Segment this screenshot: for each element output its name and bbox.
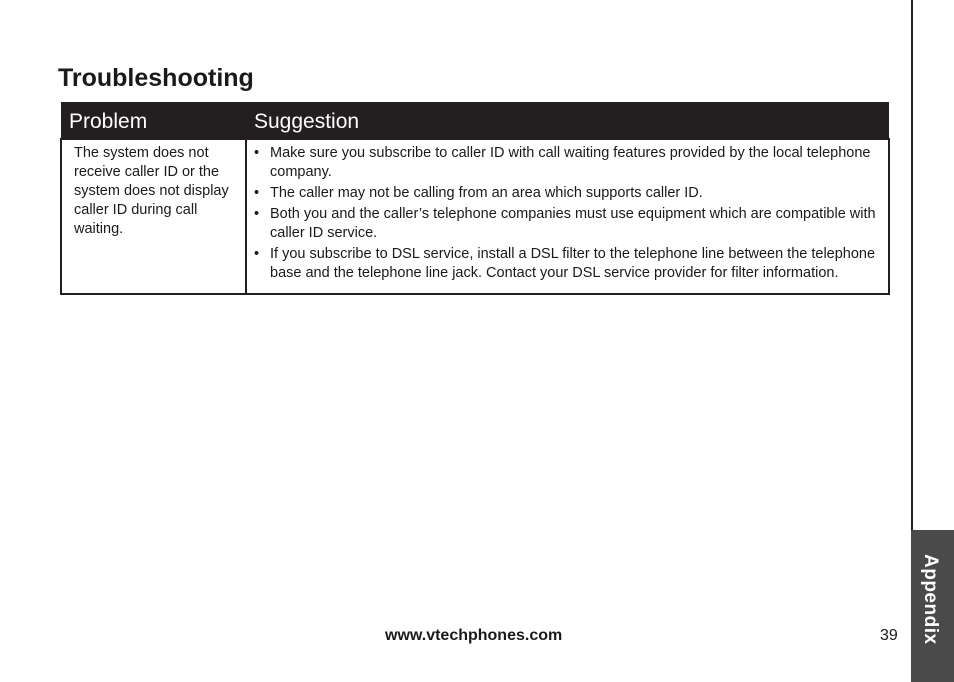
bullet-icon: •	[254, 206, 260, 222]
problem-text: The system does not receive caller ID or the system does not display caller ID during call waiting.	[74, 145, 229, 237]
list-item	[253, 184, 882, 203]
bullet-icon: •	[254, 185, 260, 201]
troubleshooting-table	[60, 102, 890, 295]
list-item	[253, 144, 882, 182]
list-item	[253, 205, 882, 243]
table-row	[61, 139, 889, 294]
appendix-tab-label: Appendix	[920, 554, 941, 645]
suggestion-text: If you subscribe to DSL service, install a DSL filter to the telephone line between the telephone base and the telephone line jack. Contact your DSL service provider for filter information.	[270, 246, 876, 281]
footer-url: www.vtechphones.com	[385, 627, 563, 644]
problem-cell	[61, 139, 246, 294]
page-edge-bar	[911, 0, 913, 530]
bullet-icon: •	[254, 246, 260, 262]
table-header-row	[61, 102, 889, 139]
header-suggestion: Suggestion	[246, 102, 889, 139]
appendix-tab	[911, 530, 954, 682]
suggestion-cell	[246, 139, 889, 294]
header-problem: Problem	[61, 102, 246, 139]
suggestion-list	[253, 144, 882, 283]
bullet-icon: •	[254, 145, 260, 161]
suggestion-text: The caller may not be calling from an area which supports caller ID.	[270, 185, 703, 201]
suggestion-text: Both you and the caller’s telephone companies must use equipment which are compatible with caller ID service.	[270, 206, 876, 241]
page-title: Troubleshooting	[58, 64, 254, 92]
suggestion-text: Make sure you subscribe to caller ID with call waiting features provided by the local telephone company.	[270, 145, 871, 180]
list-item	[253, 245, 882, 283]
page-number: 39	[880, 627, 898, 644]
